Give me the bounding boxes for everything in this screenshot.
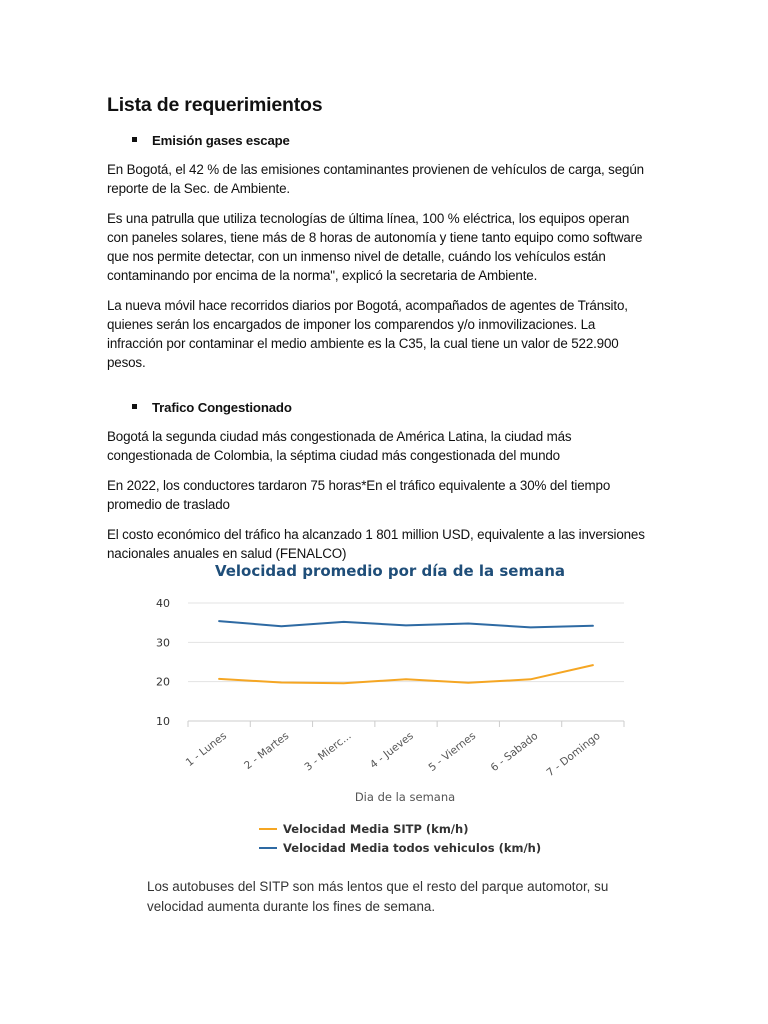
paragraph: Bogotá la segunda ciudad más congestionada de América Latina, la ciudad más congestionada de Colombia, la séptima ciudad más congestionada del mundo <box>107 429 572 463</box>
paragraph: El costo económico del tráfico ha alcanzado 1 801 million USD, equivalente a las inversiones nacionales anuales en salud (FENALCO) <box>107 527 645 561</box>
paragraph: Es una patrulla que utiliza tecnologías de última línea, 100 % eléctrica, los equipos operan con paneles solares, tiene más de 8 horas de autonomía y tiene tanto equipo como software que nos permite detectar, con un inmenso nivel de detalle, cuándo los vehículos están contaminando por encima de la norma", explicó la secretaria de Ambiente. <box>107 211 643 283</box>
paragraph: En 2022, los conductores tardaron 75 horas*En el tráfico equivalente a 30% del tiempo promedio de traslado <box>107 478 611 512</box>
chart-title: Velocidad promedio por día de la semana <box>214 562 566 580</box>
paragraph: La nueva móvil hace recorridos diarios por Bogotá, acompañados de agentes de Tránsito, quienes serán los encargados de imponer los comparendos y/o inmovilizaciones. La infracción por contaminar el medio ambiente es la C35, la cual tiene un valor de 522.900 pesos. <box>107 298 628 370</box>
y-tick-label: 20 <box>156 675 170 689</box>
y-tick-label: 10 <box>156 715 170 728</box>
paragraph: En Bogotá, el 42 % de las emisiones contaminantes provienen de vehículos de carga, según reporte de la Sec. de Ambiente. <box>107 162 644 196</box>
x-tick-label: 6 - Sabado <box>488 729 541 775</box>
speed-line-chart <box>140 555 640 865</box>
document-body <box>107 93 647 574</box>
bullet-heading-emisiones <box>107 131 647 150</box>
x-axis-label: Dia de la semana <box>354 790 456 804</box>
page-title: Lista de requerimientos <box>107 94 323 116</box>
series-line-2 <box>219 621 593 627</box>
x-tick-label: 2 - Martes <box>242 729 292 773</box>
legend-label: Velocidad Media todos vehiculos (km/h) <box>283 841 542 855</box>
square-bullet-icon <box>132 137 137 142</box>
x-tick-label: 3 - Mierc... <box>302 729 354 774</box>
x-tick-label: 1 - Lunes <box>183 729 229 769</box>
x-tick-label: 4 - Jueves <box>367 729 416 772</box>
bullet-label: Emisión gases escape <box>152 133 290 148</box>
y-tick-label: 40 <box>156 597 170 610</box>
chart-caption: Los autobuses del SITP son más lentos que el resto del parque automotor, su velocidad aumenta durante los fines de semana. <box>147 879 609 914</box>
x-tick-label: 7 - Domingo <box>544 729 603 780</box>
legend-label: Velocidad Media SITP (km/h) <box>283 822 469 836</box>
y-tick-label: 30 <box>156 636 170 650</box>
square-bullet-icon <box>132 404 137 409</box>
bullet-label: Trafico Congestionado <box>152 400 292 415</box>
series-line-1 <box>219 665 593 683</box>
x-tick-label: 5 - Viernes <box>426 729 479 774</box>
bullet-heading-trafico <box>107 398 647 417</box>
